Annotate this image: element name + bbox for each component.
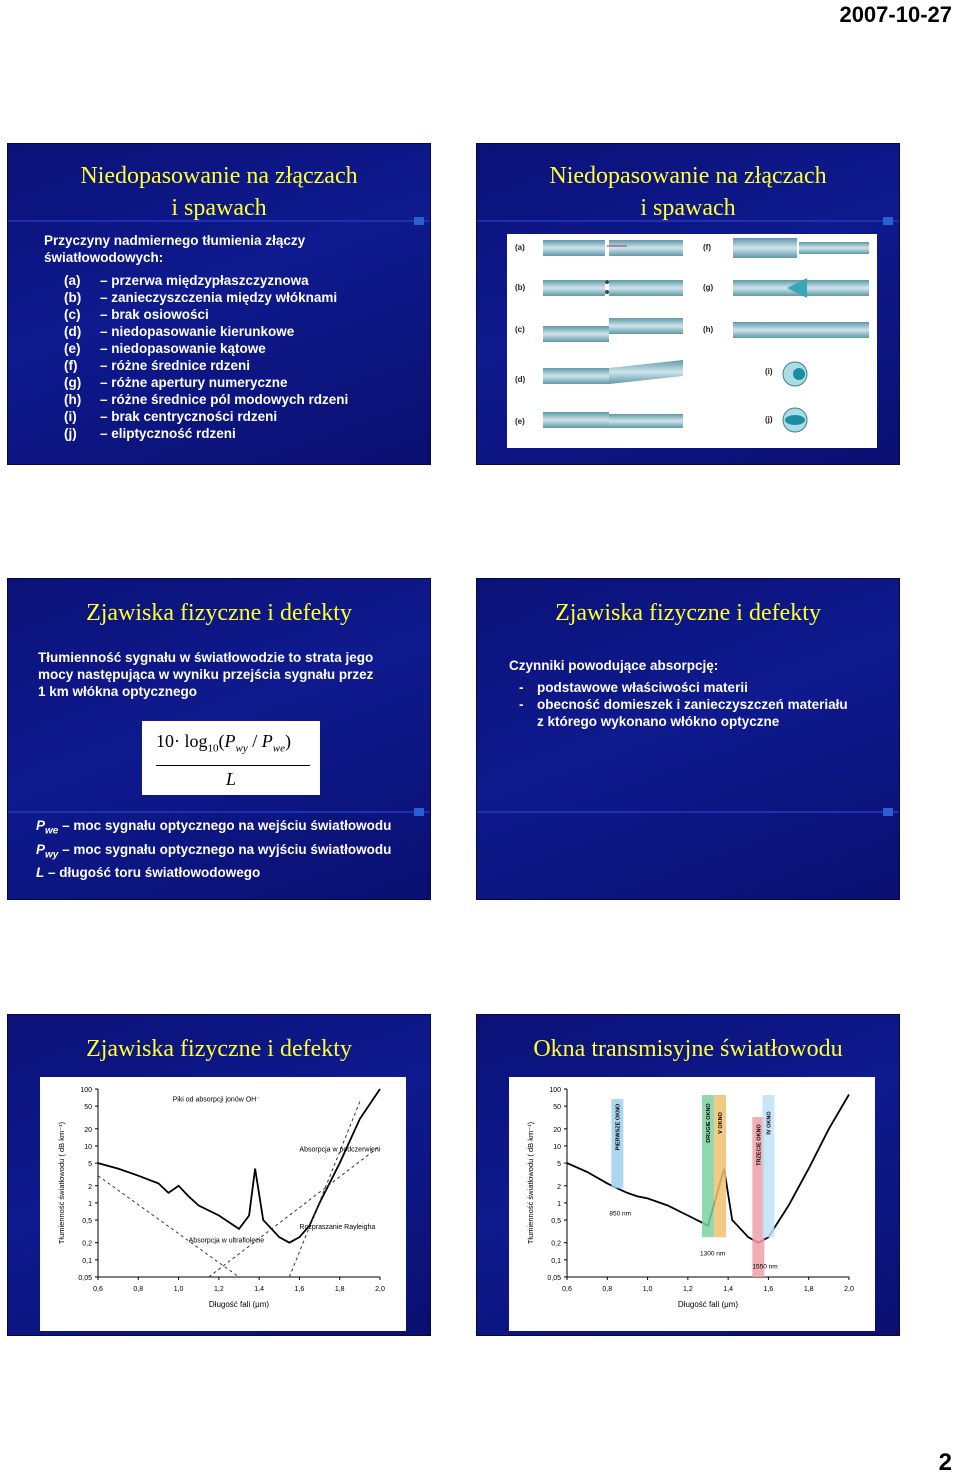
x-tick-label: 1,8 bbox=[803, 1286, 814, 1293]
fiber-segment bbox=[543, 240, 605, 256]
legend-text: – moc sygnału optycznego na wejściu światłowodu bbox=[58, 818, 392, 833]
window-label: IV OKNO bbox=[766, 1111, 773, 1135]
slide-2 bbox=[476, 143, 900, 465]
diagram-label: (e) bbox=[515, 417, 525, 426]
y-tick-label: 5 bbox=[557, 1161, 561, 1169]
x-tick-label: 0,8 bbox=[133, 1286, 144, 1293]
formula-denominator: L bbox=[225, 769, 236, 789]
item-text: – zanieczyszczenia między włóknami bbox=[100, 290, 338, 305]
fiber-segment bbox=[609, 240, 683, 256]
formula-part: P bbox=[261, 731, 273, 751]
y-tick-label: 100 bbox=[80, 1087, 92, 1094]
slide-title bbox=[8, 160, 430, 224]
x-tick-label: 2,0 bbox=[844, 1286, 854, 1293]
item-label: (i) bbox=[64, 409, 77, 424]
intro-line: światłowodowych: bbox=[44, 250, 164, 265]
annotation-ir: Absorpcja w podczerwieni bbox=[299, 1146, 381, 1154]
y-tick-label: 1 bbox=[88, 1200, 92, 1208]
decorative-line bbox=[8, 811, 430, 813]
list-item bbox=[519, 696, 848, 730]
paragraph-line: 1 km włókna optycznego bbox=[38, 684, 198, 699]
uv-absorption-line bbox=[98, 1176, 239, 1277]
item-label: (e) bbox=[64, 341, 81, 356]
x-tick-label: 1,0 bbox=[642, 1286, 653, 1293]
item-text: – różne średnice pól modowych rdzeni bbox=[100, 392, 349, 407]
legend-subscript: we bbox=[45, 825, 59, 837]
legend-text: – długość toru światłowodowego bbox=[44, 865, 261, 881]
slide-5 bbox=[7, 1014, 431, 1336]
item-line: z którego wykonano włókno optyczne bbox=[537, 714, 780, 729]
diagram-label: (a) bbox=[515, 243, 525, 252]
fiber-segment bbox=[609, 414, 683, 428]
y-axis-label: Tłumienność światłowodu ( dB km⁻¹) bbox=[57, 1121, 66, 1245]
contamination-dot bbox=[605, 290, 609, 294]
item-text: – brak centryczności rdzeni bbox=[100, 409, 278, 424]
list-item bbox=[64, 391, 348, 408]
x-tick-label: 0,8 bbox=[602, 1286, 613, 1293]
item-text: – eliptyczność rdzeni bbox=[100, 426, 236, 441]
legend-row bbox=[36, 841, 391, 865]
x-tick-label: 0,6 bbox=[562, 1286, 572, 1293]
marker-label: 850 nm bbox=[609, 1210, 632, 1218]
item-label: (h) bbox=[64, 392, 82, 407]
list-item bbox=[64, 425, 348, 442]
x-axis-label: Długość fali (μm) bbox=[677, 1300, 739, 1309]
attenuation-chart-panel bbox=[40, 1077, 406, 1331]
fiber-segment bbox=[733, 322, 869, 338]
legend-symbol: P bbox=[36, 841, 46, 857]
item-label: (f) bbox=[64, 358, 78, 373]
y-tick-label: 5 bbox=[88, 1161, 92, 1169]
y-tick-label: 0,1 bbox=[82, 1257, 92, 1265]
marker-label: 1300 nm bbox=[700, 1250, 726, 1258]
y-tick-label: 50 bbox=[84, 1104, 92, 1112]
diagram-label: (i) bbox=[765, 367, 773, 376]
attenuation-formula bbox=[142, 721, 320, 795]
item-text: – przerwa międzypłaszczyznowa bbox=[100, 273, 309, 288]
absorption-factors-list bbox=[519, 679, 848, 730]
core-ellipse bbox=[785, 415, 805, 425]
fiber-segment bbox=[543, 368, 609, 384]
x-tick-label: 1,2 bbox=[682, 1286, 693, 1293]
window-label: DRUGIE OKNO bbox=[706, 1103, 712, 1143]
page-number: 2 bbox=[938, 1449, 952, 1476]
title-line: Niedopasowanie na złączach bbox=[80, 163, 358, 189]
y-tick-label: 10 bbox=[553, 1143, 561, 1151]
formula-part: / bbox=[252, 731, 258, 751]
slide-6 bbox=[476, 1014, 900, 1336]
decorative-square bbox=[883, 808, 893, 816]
y-tick-label: 1 bbox=[557, 1200, 561, 1208]
legend-row bbox=[36, 817, 391, 841]
legend-symbol: L bbox=[36, 865, 45, 881]
fiber-segment bbox=[609, 280, 683, 296]
fiber-mismatch-diagram bbox=[507, 234, 877, 448]
fiber-segment bbox=[543, 326, 609, 342]
list-item bbox=[64, 289, 348, 306]
item-label: (a) bbox=[64, 273, 81, 288]
fiber-segment bbox=[543, 280, 605, 296]
slide-4 bbox=[476, 578, 900, 900]
x-tick-label: 0,6 bbox=[93, 1286, 103, 1293]
title-line: Niedopasowanie na złączach bbox=[549, 163, 827, 189]
list-item bbox=[64, 340, 348, 357]
paragraph-line: mocy następująca w wyniku przejścia sygnału przez bbox=[38, 667, 374, 682]
fiber-segment bbox=[799, 242, 869, 254]
header-date: 2007-10-27 bbox=[839, 2, 952, 27]
list-item bbox=[64, 357, 348, 374]
slide-title: Zjawiska fizyczne i defekty bbox=[86, 600, 352, 626]
y-tick-label: 20 bbox=[553, 1126, 561, 1134]
item-line: podstawowe właściwości materii bbox=[537, 680, 748, 695]
formula-numerator: $10\cdot \log_{10}(P_{wy} / P_{we})$ bbox=[156, 731, 291, 755]
formula-part: wy bbox=[235, 742, 248, 755]
slide-1 bbox=[7, 143, 431, 465]
intro-text bbox=[44, 232, 305, 266]
item-label: (c) bbox=[64, 307, 81, 322]
y-tick-label: 2 bbox=[88, 1183, 92, 1191]
series-line bbox=[98, 1089, 380, 1243]
list-item bbox=[64, 272, 348, 289]
transmission-windows-chart-panel bbox=[509, 1077, 875, 1331]
slide-title bbox=[477, 160, 899, 224]
fiber-segment bbox=[543, 412, 609, 428]
item-label: (b) bbox=[64, 290, 82, 305]
window-label: TRZECIE OKNO bbox=[756, 1124, 763, 1166]
legend-symbol: P bbox=[36, 818, 46, 833]
x-tick-label: 1,6 bbox=[294, 1286, 305, 1293]
paragraph-line: Tłumienność sygnału w światłowodzie to strata jego bbox=[38, 650, 374, 665]
annotation-uv: Absorpcja w ultrafiolecie bbox=[188, 1237, 265, 1245]
diagram-label: (d) bbox=[515, 375, 526, 384]
diagram-label: (h) bbox=[703, 325, 714, 334]
y-tick-label: 0,2 bbox=[551, 1240, 561, 1248]
intro-line: Przyczyny nadmiernego tłumienia złączy bbox=[44, 233, 306, 248]
x-tick-label: 1,6 bbox=[763, 1286, 774, 1293]
y-tick-label: 50 bbox=[553, 1104, 561, 1112]
y-tick-label: 0,05 bbox=[78, 1275, 92, 1282]
fraction-bar bbox=[156, 765, 310, 766]
bullet-dash: - bbox=[519, 680, 524, 695]
list-item bbox=[64, 374, 348, 391]
diagram-label: (b) bbox=[515, 283, 526, 292]
item-label: (d) bbox=[64, 324, 82, 339]
decorative-line bbox=[477, 811, 899, 813]
attenuation-chart bbox=[40, 1077, 406, 1331]
annotation-rayleigh: Rozpraszanie Rayleigha bbox=[299, 1223, 376, 1231]
y-tick-label: 20 bbox=[84, 1126, 92, 1134]
rayleigh-line bbox=[209, 1146, 380, 1277]
formula-part: 10 bbox=[156, 731, 174, 751]
item-label: (g) bbox=[64, 375, 82, 390]
annotation-oh: Piki od absorpcji jonów OH⁻ bbox=[172, 1096, 260, 1104]
list-item bbox=[519, 679, 848, 696]
formula-part: we bbox=[272, 742, 285, 755]
causes-list bbox=[64, 272, 348, 442]
paragraph bbox=[38, 649, 373, 700]
title-line: i spawach bbox=[171, 195, 267, 221]
symbol-legend bbox=[36, 817, 391, 888]
y-tick-label: 0,1 bbox=[551, 1257, 561, 1265]
slide-title: Okna transmisyjne światłowodu bbox=[533, 1036, 843, 1062]
diagram-label: (j) bbox=[765, 415, 773, 424]
y-tick-label: 2 bbox=[557, 1183, 561, 1191]
window-label: V OKNO bbox=[718, 1112, 725, 1134]
y-tick-label: 0,5 bbox=[82, 1218, 92, 1226]
list-item bbox=[64, 323, 348, 340]
formula-part: 10 bbox=[207, 742, 219, 755]
x-axis-label: Długość fali (μm) bbox=[208, 1300, 270, 1309]
item-text: – niedopasowanie kątowe bbox=[100, 341, 266, 356]
legend-text: – moc sygnału optycznego na wyjściu światłowodu bbox=[58, 841, 392, 857]
legend-row bbox=[36, 864, 391, 888]
x-tick-label: 1,8 bbox=[334, 1286, 345, 1293]
decorative-square bbox=[414, 808, 424, 816]
window-label: PIERWSZE OKNO bbox=[615, 1103, 622, 1151]
marker-label: 1550 nm bbox=[752, 1263, 778, 1271]
fiber-segment bbox=[609, 318, 683, 334]
fiber-segment bbox=[609, 360, 683, 384]
x-tick-label: 1,2 bbox=[213, 1286, 224, 1293]
y-tick-label: 0,05 bbox=[547, 1275, 561, 1282]
x-tick-label: 1,0 bbox=[173, 1286, 184, 1293]
y-tick-label: 100 bbox=[549, 1087, 561, 1094]
list-item bbox=[64, 408, 348, 425]
fiber-diagram-svg bbox=[507, 234, 877, 448]
legend-subscript: wy bbox=[45, 849, 59, 861]
y-axis-label: Tłumienność światłowodu ( dB km⁻¹) bbox=[526, 1121, 535, 1245]
slide-3 bbox=[7, 578, 431, 900]
item-text: – różne średnice rdzeni bbox=[100, 358, 251, 373]
item-text: – brak osiowości bbox=[100, 307, 209, 322]
slide-title: Zjawiska fizyczne i defekty bbox=[555, 600, 821, 626]
fiber-segment bbox=[733, 238, 797, 258]
y-tick-label: 0,5 bbox=[551, 1218, 561, 1226]
contamination-dot bbox=[605, 280, 609, 284]
item-line: obecność domieszek i zanieczyszczeń materiału bbox=[537, 697, 848, 712]
diagram-label: (f) bbox=[703, 243, 711, 252]
x-tick-label: 1,4 bbox=[254, 1286, 265, 1293]
x-tick-label: 2,0 bbox=[375, 1286, 385, 1293]
intro-text: Czynniki powodujące absorpcję: bbox=[509, 658, 719, 673]
slide-title: Zjawiska fizyczne i defekty bbox=[86, 1036, 352, 1062]
diagram-label: (g) bbox=[703, 283, 714, 292]
transmission-windows-chart bbox=[509, 1077, 875, 1331]
core-circle bbox=[793, 368, 805, 380]
y-tick-label: 0,2 bbox=[82, 1240, 92, 1248]
x-tick-label: 1,4 bbox=[723, 1286, 734, 1293]
formula-part: P bbox=[224, 731, 236, 751]
list-item bbox=[64, 306, 348, 323]
item-text: – różne apertury numeryczne bbox=[100, 375, 288, 390]
item-text: – niedopasowanie kierunkowe bbox=[100, 324, 295, 339]
y-tick-label: 10 bbox=[84, 1143, 92, 1151]
ir-absorption-line bbox=[289, 1102, 360, 1277]
formula-part: log bbox=[184, 731, 208, 751]
diagram-label: (c) bbox=[515, 325, 525, 334]
title-line: i spawach bbox=[640, 195, 736, 221]
bullet-dash: - bbox=[519, 697, 524, 712]
item-label: (j) bbox=[64, 426, 77, 441]
